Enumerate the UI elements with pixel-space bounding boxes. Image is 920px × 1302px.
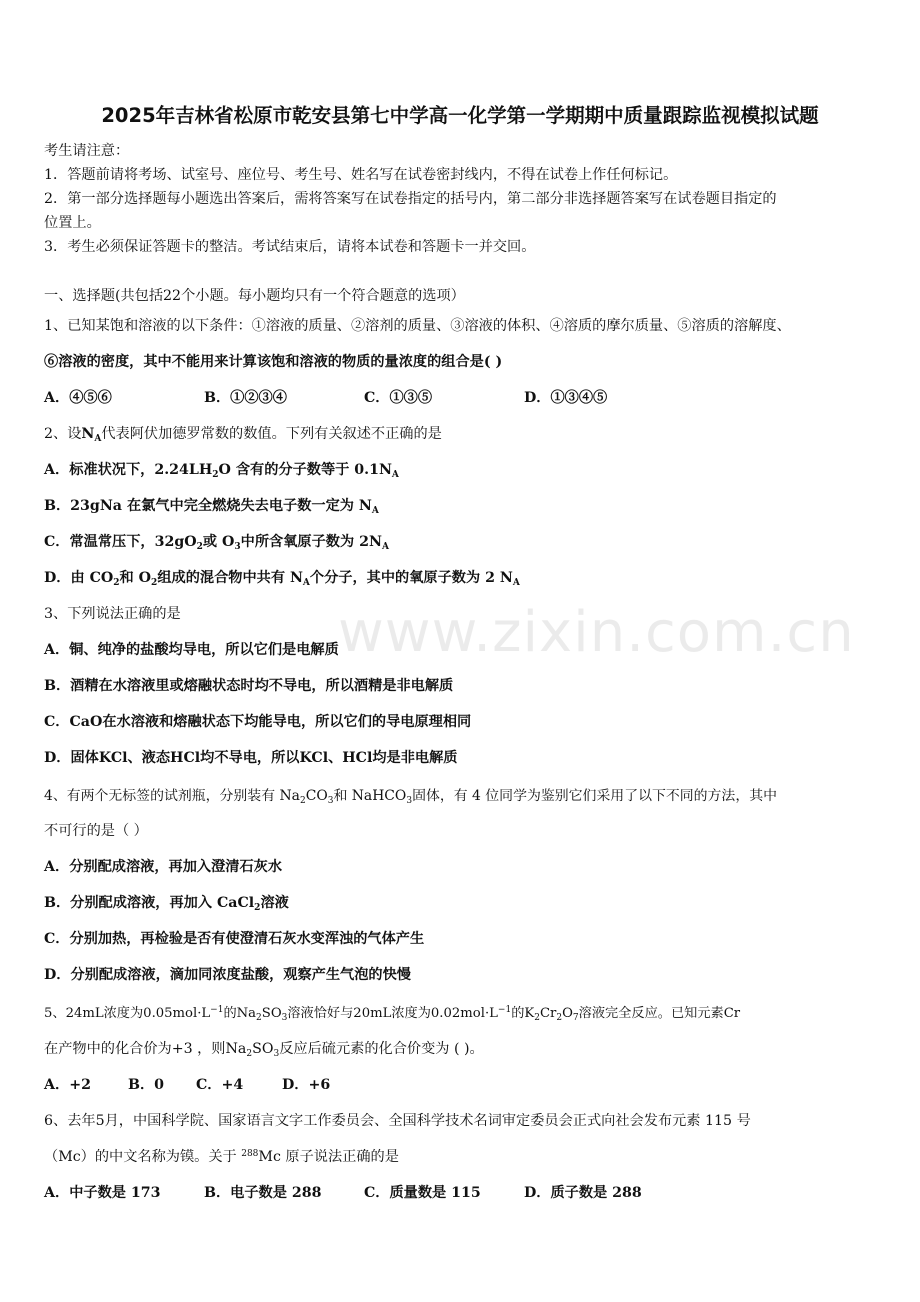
q6-options (44, 1182, 642, 1202)
notice-item-2: 2．第一部分选择题每小题选出答案后，需将答案写在试卷指定的括号内，第二部分非选择题答案写在试卷题目指定的 (44, 191, 777, 207)
q4-option-d: D．分别配成溶液，滴加同浓度盐酸，观察产生气泡的快慢 (44, 967, 411, 983)
notice-heading: 考生请注意： (44, 143, 130, 159)
q1-options (44, 387, 607, 407)
q4-option-b: B．分别配成溶液，再加入 CaCl$_2$溶液 (44, 895, 289, 913)
q3-option-b: B．酒精在水溶液里或熔融状态时均不导电，所以酒精是非电解质 (44, 678, 454, 694)
q1-stem-line1: 1、已知某饱和溶液的以下条件：①溶液的质量、②溶剂的质量、③溶液的体积、④溶质的摩尔质量、⑤溶质的溶解度、 (44, 318, 791, 334)
q6-stem-line1: 6、去年5月，中国科学院、国家语言文字工作委员会、全国科学技术名词审定委员会正式向社会发布元素 115 号 (44, 1113, 751, 1129)
exam-title: 2025年吉林省松原市乾安县第七中学高一化学第一学期期中质量跟踪监视模拟试题 (101, 104, 819, 127)
q5-options (44, 1074, 330, 1094)
q6-option-c: C．质量数是 115 (364, 1185, 481, 1201)
q5-stem-line2: 在产物中的化合价为+3 ，则$Na_2SO_3$反应后硫元素的化合价变为 ( )。 (44, 1041, 484, 1059)
section-heading: 一、选择题(共包括22个小题。每小题均只有一个符合题意的选项） (44, 288, 465, 304)
q6-stem-line2: （Mc）的中文名称为镆。关于 $^{288}$Mc 原子说法正确的是 (44, 1149, 399, 1165)
q1-option-d: D．①③④⑤ (524, 390, 608, 406)
q5-option-c: C．+4 (196, 1077, 244, 1093)
q1-stem-line2: ⑥溶液的密度，其中不能用来计算该饱和溶液的物质的量浓度的组合是( ) (44, 354, 503, 370)
q1-option-a: A．④⑤⑥ (44, 390, 112, 406)
watermark: www.zixin.com.cn (338, 600, 855, 665)
q6-option-b: B．电子数是 288 (204, 1185, 322, 1201)
q2-option-b: B．23gNa 在氯气中完全燃烧失去电子数一定为 $N_A$ (44, 498, 379, 516)
q3-stem: 3、下列说法正确的是 (44, 606, 181, 622)
q6-option-a: A．中子数是 173 (44, 1185, 161, 1201)
q1-option-c: C．①③⑤ (364, 390, 433, 406)
q4-option-a: A．分别配成溶液，再加入澄清石灰水 (44, 859, 283, 875)
notice-item-2-cont: 位置上。 (44, 215, 101, 231)
q2-option-d: D．由 $CO_2$和 $O_2$组成的混合物中共有 $N_A$个分子，其中的氧原子数为 2 $N_A$ (44, 570, 520, 588)
q4-stem-line2: 不可行的是（ ） (44, 823, 148, 839)
q4-option-c: C．分别加热，再检验是否有使澄清石灰水变浑浊的气体产生 (44, 931, 425, 947)
q3-option-d: D．固体KCl、液态HCl均不导电，所以KCl、HCl均是非电解质 (44, 750, 458, 766)
q2-option-a: A．标准状况下，$2.24LH_2O$ 含有的分子数等于 $0.1N_A$ (44, 462, 399, 480)
q4-stem-line1: 4、有两个无标签的试剂瓶，分别装有 $Na_2CO_3$和 NaHCO$_3$固体，有 4 位同学为鉴别它们采用了以下不同的方法，其中 (44, 788, 777, 806)
q5-stem-line1: 5、24mL浓度为$0.05mol\cdot L^{-1}$的$Na_2SO_3$溶液恰好与20mL浓度为$0.02mol\cdot L^{-1}$的$K_2Cr_2O_7$溶液完全反应。已知元素Cr (44, 1005, 741, 1023)
q3-option-a: A．铜、纯净的盐酸均导电，所以它们是电解质 (44, 642, 339, 658)
notice-item-3: 3．考生必须保证答题卡的整洁。考试结束后，请将本试卷和答题卡一并交回。 (44, 239, 536, 255)
q5-option-a: A．+2 (44, 1077, 91, 1093)
q5-option-b: B．0 (128, 1077, 165, 1093)
q2-option-c: C．常温常压下，$32gO_2$或 $O_3$中所含氧原子数为 $2N_A$ (44, 534, 389, 552)
q1-option-b: B．①②③④ (204, 390, 287, 406)
q3-option-c: C．CaO在水溶液和熔融状态下均能导电，所以它们的导电原理相同 (44, 714, 472, 730)
q6-option-d: D．质子数是 288 (524, 1185, 642, 1201)
q5-option-d: D．+6 (282, 1077, 331, 1093)
q2-stem: 2、设$N_A$代表阿伏加德罗常数的数值。下列有关叙述不正确的是 (44, 426, 442, 444)
notice-item-1: 1．答题前请将考场、试室号、座位号、考生号、姓名写在试卷密封线内，不得在试卷上作任何标记。 (44, 167, 678, 183)
